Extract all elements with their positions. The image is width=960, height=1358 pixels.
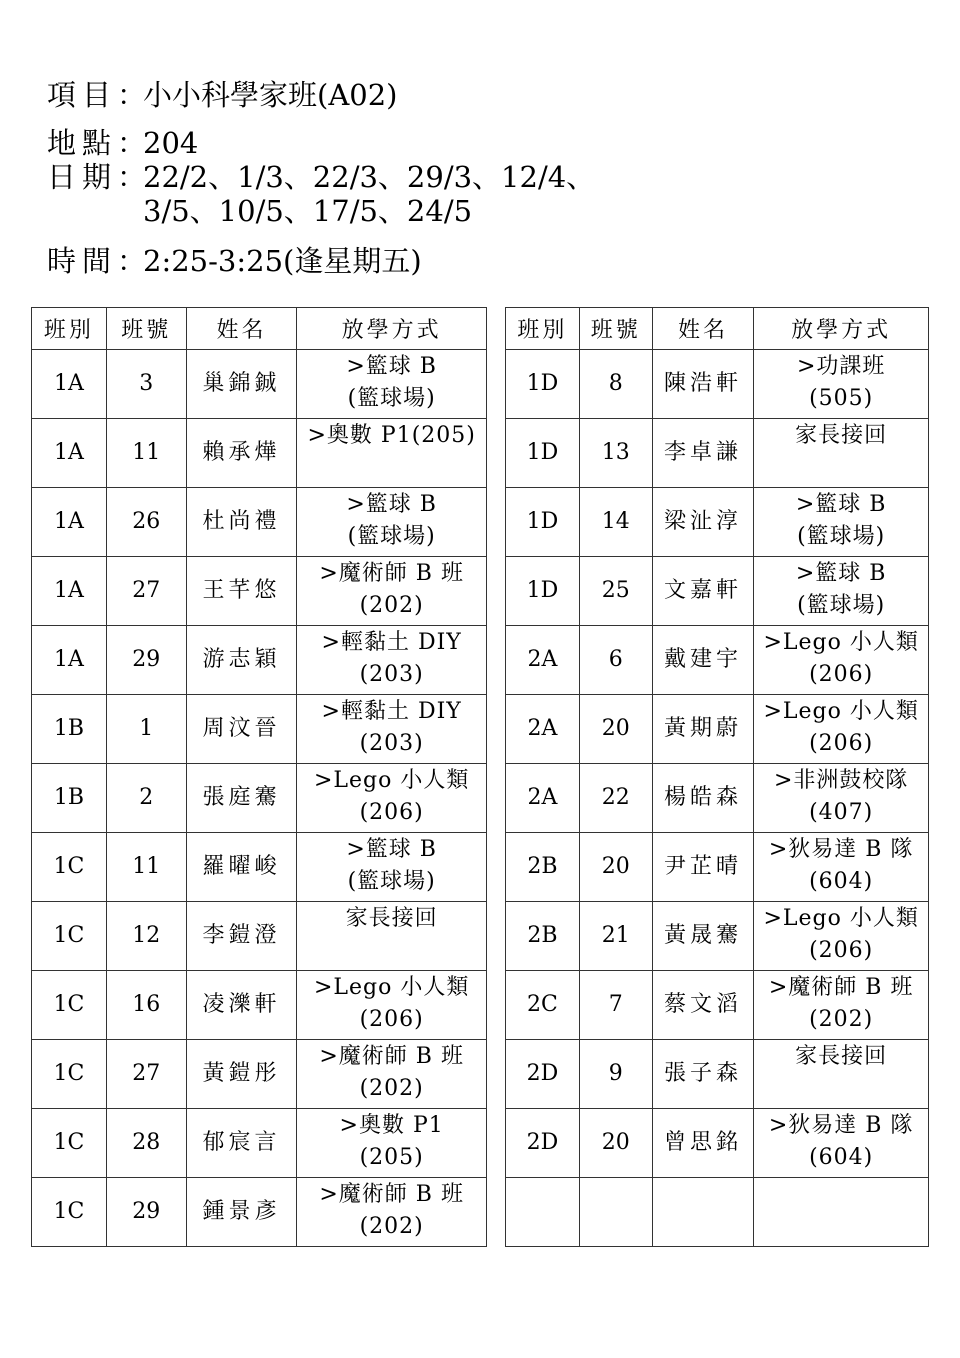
name-cell: 李卓謙 (652, 419, 754, 488)
dismissal-method-cell (754, 833, 929, 902)
dismissal-method-cell (754, 1040, 929, 1109)
class-cell: 2B (506, 833, 580, 902)
method-line-2: (205) (359, 1145, 424, 1170)
name-cell: 梁沚淳 (652, 488, 754, 557)
col-name-header: 姓名 (186, 308, 297, 350)
table-row (32, 971, 487, 1040)
class-cell: 1D (506, 419, 580, 488)
table-row (32, 764, 487, 833)
dismissal-method-cell (754, 1109, 929, 1178)
class-cell: 2A (506, 764, 580, 833)
dismissal-method-cell (297, 902, 487, 971)
method-line-1: >Lego 小人類 (763, 630, 919, 655)
table-row (32, 833, 487, 902)
number-cell: 14 (579, 488, 652, 557)
number-cell: 22 (579, 764, 652, 833)
dismissal-method-cell (297, 488, 487, 557)
dismissal-method-cell (754, 695, 929, 764)
number-cell: 11 (106, 419, 186, 488)
col-name-header: 姓名 (652, 308, 754, 350)
date-label: 日期： (47, 160, 153, 194)
col-number-header: 班號 (106, 308, 186, 350)
method-line-2: (604) (809, 1145, 874, 1170)
number-cell: 1 (106, 695, 186, 764)
class-cell: 2A (506, 695, 580, 764)
dismissal-method-cell (754, 971, 929, 1040)
method-line-1: >Lego 小人類 (763, 699, 919, 724)
table-row (506, 419, 929, 488)
dismissal-method-cell (297, 695, 487, 764)
name-cell: 文嘉軒 (652, 557, 754, 626)
method-line-2: (206) (809, 731, 874, 756)
method-line-1: >Lego 小人類 (763, 906, 919, 931)
name-cell: 戴建宇 (652, 626, 754, 695)
name-cell: 凌濼軒 (186, 971, 297, 1040)
method-line-1: >魔術師 B 班 (319, 1044, 464, 1069)
table-row (32, 902, 487, 971)
method-line-2: (202) (359, 593, 424, 618)
method-line-1: >籃球 B (346, 492, 437, 517)
dismissal-method-cell (297, 1178, 487, 1247)
table-row (32, 1178, 487, 1247)
name-cell: 游志穎 (186, 626, 297, 695)
method-line-1: 家長接回 (795, 1044, 888, 1069)
dismissal-method-cell (297, 1109, 487, 1178)
number-cell: 7 (579, 971, 652, 1040)
dismissal-method-cell (754, 350, 929, 419)
time-row (47, 244, 595, 278)
dismissal-method-cell (297, 971, 487, 1040)
class-cell: 2B (506, 902, 580, 971)
col-method-header: 放學方式 (297, 308, 487, 350)
table-header-row (506, 308, 929, 350)
number-cell: 27 (106, 557, 186, 626)
number-cell: 13 (579, 419, 652, 488)
name-cell: 巢錦鋮 (186, 350, 297, 419)
class-cell: 1C (32, 971, 107, 1040)
table-row (506, 764, 929, 833)
method-line-2: (604) (809, 869, 874, 894)
number-cell: 16 (106, 971, 186, 1040)
method-line-2: (203) (359, 731, 424, 756)
class-cell: 2C (506, 971, 580, 1040)
class-cell: 1C (32, 1109, 107, 1178)
name-cell: 曾思銘 (652, 1109, 754, 1178)
name-cell: 李鎧澄 (186, 902, 297, 971)
number-cell: 11 (106, 833, 186, 902)
number-cell: 29 (106, 626, 186, 695)
number-cell: 20 (579, 833, 652, 902)
table-row (32, 488, 487, 557)
class-cell: 1A (32, 626, 107, 695)
name-cell: 羅曜峻 (186, 833, 297, 902)
table-row (506, 488, 929, 557)
number-cell: 9 (579, 1040, 652, 1109)
location-row (47, 126, 595, 160)
method-line-1: >魔術師 B 班 (319, 1182, 464, 1207)
class-cell: 2A (506, 626, 580, 695)
col-class-header: 班別 (32, 308, 107, 350)
number-cell (579, 1178, 652, 1247)
name-cell: 賴承燁 (186, 419, 297, 488)
method-line-1: >輕黏土 DIY (321, 699, 462, 724)
number-cell: 12 (106, 902, 186, 971)
method-line-2: (203) (359, 662, 424, 687)
method-line-2: (籃球場) (797, 593, 886, 618)
dismissal-method-cell (754, 488, 929, 557)
method-line-2: (籃球場) (797, 524, 886, 549)
project-label: 項目： (47, 78, 153, 112)
method-line-1: >籃球 B (346, 837, 437, 862)
name-cell: 周汶晉 (186, 695, 297, 764)
number-cell: 8 (579, 350, 652, 419)
class-cell: 1D (506, 557, 580, 626)
name-cell: 鍾景彥 (186, 1178, 297, 1247)
dismissal-method-cell (297, 1040, 487, 1109)
number-cell: 2 (106, 764, 186, 833)
dismissal-method-cell (297, 350, 487, 419)
table-row (506, 1109, 929, 1178)
dismissal-method-cell (297, 419, 487, 488)
table-row (506, 833, 929, 902)
name-cell: 張庭騫 (186, 764, 297, 833)
col-class-header: 班別 (506, 308, 580, 350)
dismissal-method-cell (754, 419, 929, 488)
name-cell: 蔡文滔 (652, 971, 754, 1040)
table-row (32, 557, 487, 626)
name-cell: 黃鎧彤 (186, 1040, 297, 1109)
table-row (32, 1109, 487, 1178)
class-cell: 2D (506, 1040, 580, 1109)
dismissal-method-cell (297, 557, 487, 626)
method-line-2: (206) (809, 662, 874, 687)
method-line-1: >籃球 B (795, 561, 887, 586)
project-value: 小小科學家班(A02) (143, 78, 398, 112)
method-line-1: >狄易達 B 隊 (768, 1113, 914, 1138)
name-cell: 陳浩軒 (652, 350, 754, 419)
number-cell: 29 (106, 1178, 186, 1247)
method-line-1: >魔術師 B 班 (768, 975, 914, 1000)
class-cell: 1B (32, 764, 107, 833)
table-row (506, 902, 929, 971)
roster-table-right (505, 307, 929, 1247)
dismissal-method-cell (754, 626, 929, 695)
header-block (47, 78, 595, 278)
number-cell: 21 (579, 902, 652, 971)
method-line-1: >Lego 小人類 (313, 768, 470, 793)
time-label: 時間： (47, 244, 153, 278)
class-cell (506, 1178, 580, 1247)
dismissal-method-cell (297, 626, 487, 695)
table-row (506, 971, 929, 1040)
method-line-1: 家長接回 (345, 906, 438, 931)
roster-table-left (31, 307, 487, 1247)
method-line-2: (202) (359, 1076, 424, 1101)
col-number-header: 班號 (579, 308, 652, 350)
method-line-1: >功課班 (796, 354, 886, 379)
location-value: 204 (143, 126, 199, 160)
table-row (506, 557, 929, 626)
table-row (32, 1040, 487, 1109)
class-cell: 1C (32, 1178, 107, 1247)
class-cell: 1B (32, 695, 107, 764)
table-row (506, 350, 929, 419)
method-line-1: 家長接回 (795, 423, 888, 448)
method-line-2: (202) (359, 1214, 424, 1239)
method-line-1: >奧數 P1 (339, 1113, 444, 1138)
method-line-1: >非洲鼓校隊 (773, 768, 909, 793)
number-cell: 25 (579, 557, 652, 626)
dismissal-method-cell (754, 764, 929, 833)
name-cell: 張子森 (652, 1040, 754, 1109)
method-line-1: >籃球 B (346, 354, 437, 379)
name-cell: 黃晟騫 (652, 902, 754, 971)
number-cell: 20 (579, 695, 652, 764)
method-line-2: (407) (809, 800, 874, 825)
class-cell: 2D (506, 1109, 580, 1178)
table-row (506, 695, 929, 764)
location-label: 地點： (47, 126, 153, 160)
number-cell: 3 (106, 350, 186, 419)
class-cell: 1A (32, 488, 107, 557)
date-line-1: 22/2、1/3、22/3、29/3、12/4、 (143, 160, 596, 194)
method-line-1: >奧數 P1(205) (307, 423, 476, 448)
method-line-2: (籃球場) (347, 386, 436, 411)
class-cell: 1D (506, 488, 580, 557)
table-row (32, 626, 487, 695)
table-row (506, 1178, 929, 1247)
method-line-1: >魔術師 B 班 (319, 561, 464, 586)
time-value: 2:25-3:25(逢星期五) (143, 244, 422, 278)
method-line-2: (206) (809, 938, 874, 963)
dismissal-method-cell (754, 902, 929, 971)
name-cell: 黃期蔚 (652, 695, 754, 764)
name-cell (652, 1178, 754, 1247)
class-cell: 1C (32, 833, 107, 902)
class-cell: 1A (32, 557, 107, 626)
name-cell: 尹芷晴 (652, 833, 754, 902)
number-cell: 27 (106, 1040, 186, 1109)
name-cell: 楊皓森 (652, 764, 754, 833)
table-row (32, 350, 487, 419)
method-line-1: >Lego 小人類 (313, 975, 470, 1000)
name-cell: 郁宸言 (186, 1109, 297, 1178)
number-cell: 20 (579, 1109, 652, 1178)
table-row (32, 695, 487, 764)
dismissal-method-cell (297, 833, 487, 902)
project-row (47, 78, 595, 112)
date-line-2: 3/5、10/5、17/5、24/5 (143, 194, 473, 228)
method-line-1: >狄易達 B 隊 (768, 837, 914, 862)
table-row (32, 419, 487, 488)
date-row (47, 160, 595, 228)
dismissal-method-cell (754, 557, 929, 626)
method-line-2: (206) (359, 1007, 424, 1032)
class-cell: 1A (32, 350, 107, 419)
table-row (506, 1040, 929, 1109)
col-method-header: 放學方式 (754, 308, 929, 350)
number-cell: 28 (106, 1109, 186, 1178)
class-cell: 1D (506, 350, 580, 419)
method-line-2: (505) (809, 386, 874, 411)
method-line-2: (籃球場) (347, 869, 436, 894)
class-cell: 1C (32, 902, 107, 971)
class-cell: 1A (32, 419, 107, 488)
name-cell: 杜尚禮 (186, 488, 297, 557)
method-line-2: (籃球場) (347, 524, 436, 549)
method-line-2: (206) (359, 800, 424, 825)
method-line-2: (202) (809, 1007, 874, 1032)
number-cell: 26 (106, 488, 186, 557)
table-row (506, 626, 929, 695)
method-line-1: >籃球 B (795, 492, 887, 517)
dismissal-method-cell (754, 1178, 929, 1247)
class-cell: 1C (32, 1040, 107, 1109)
method-line-1: >輕黏土 DIY (321, 630, 462, 655)
dismissal-method-cell (297, 764, 487, 833)
name-cell: 王芊悠 (186, 557, 297, 626)
number-cell: 6 (579, 626, 652, 695)
table-header-row (32, 308, 487, 350)
